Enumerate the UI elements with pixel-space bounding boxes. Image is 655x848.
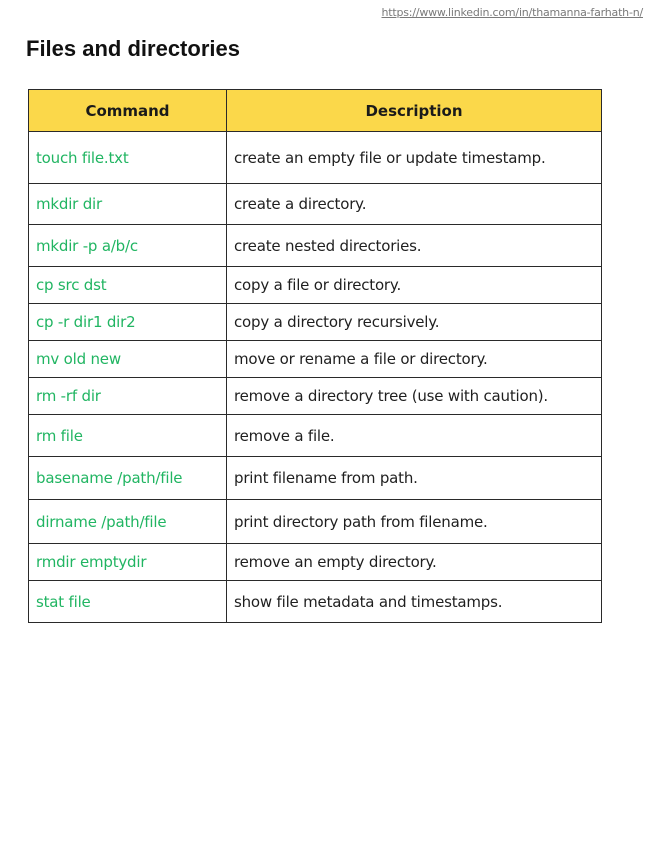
command-cell: rm file xyxy=(29,415,227,457)
description-cell: move or rename a file or directory. xyxy=(227,341,602,378)
table-row xyxy=(29,267,602,304)
table-row xyxy=(29,341,602,378)
table-row xyxy=(29,415,602,457)
command-cell: basename /path/file xyxy=(29,457,227,500)
description-cell: show file metadata and timestamps. xyxy=(227,581,602,623)
description-cell: remove a file. xyxy=(227,415,602,457)
command-cell: cp -r dir1 dir2 xyxy=(29,304,227,341)
source-link[interactable]: https://www.linkedin.com/in/thamanna-farhath-n/ xyxy=(381,6,643,19)
table-row xyxy=(29,184,602,225)
command-cell: dirname /path/file xyxy=(29,500,227,544)
description-cell: create an empty file or update timestamp. xyxy=(227,132,602,184)
table-row xyxy=(29,304,602,341)
table-row xyxy=(29,581,602,623)
description-cell: print filename from path. xyxy=(227,457,602,500)
description-cell: create nested directories. xyxy=(227,225,602,267)
table-header-row xyxy=(29,90,602,132)
command-cell: mkdir dir xyxy=(29,184,227,225)
description-cell: print directory path from filename. xyxy=(227,500,602,544)
command-cell: cp src dst xyxy=(29,267,227,304)
column-header-command: Command xyxy=(29,90,227,132)
page-title: Files and directories xyxy=(26,36,240,61)
table-row xyxy=(29,500,602,544)
command-cell: rm -rf dir xyxy=(29,378,227,415)
column-header-description: Description xyxy=(227,90,602,132)
command-cell: stat file xyxy=(29,581,227,623)
table-row xyxy=(29,225,602,267)
description-cell: create a directory. xyxy=(227,184,602,225)
description-cell: copy a directory recursively. xyxy=(227,304,602,341)
table-row xyxy=(29,457,602,500)
description-cell: copy a file or directory. xyxy=(227,267,602,304)
commands-table xyxy=(28,89,602,623)
table-row xyxy=(29,378,602,415)
command-cell: touch file.txt xyxy=(29,132,227,184)
command-cell: rmdir emptydir xyxy=(29,544,227,581)
table-row xyxy=(29,544,602,581)
command-cell: mkdir -p a/b/c xyxy=(29,225,227,267)
command-cell: mv old new xyxy=(29,341,227,378)
table-row xyxy=(29,132,602,184)
description-cell: remove a directory tree (use with caution). xyxy=(227,378,602,415)
description-cell: remove an empty directory. xyxy=(227,544,602,581)
